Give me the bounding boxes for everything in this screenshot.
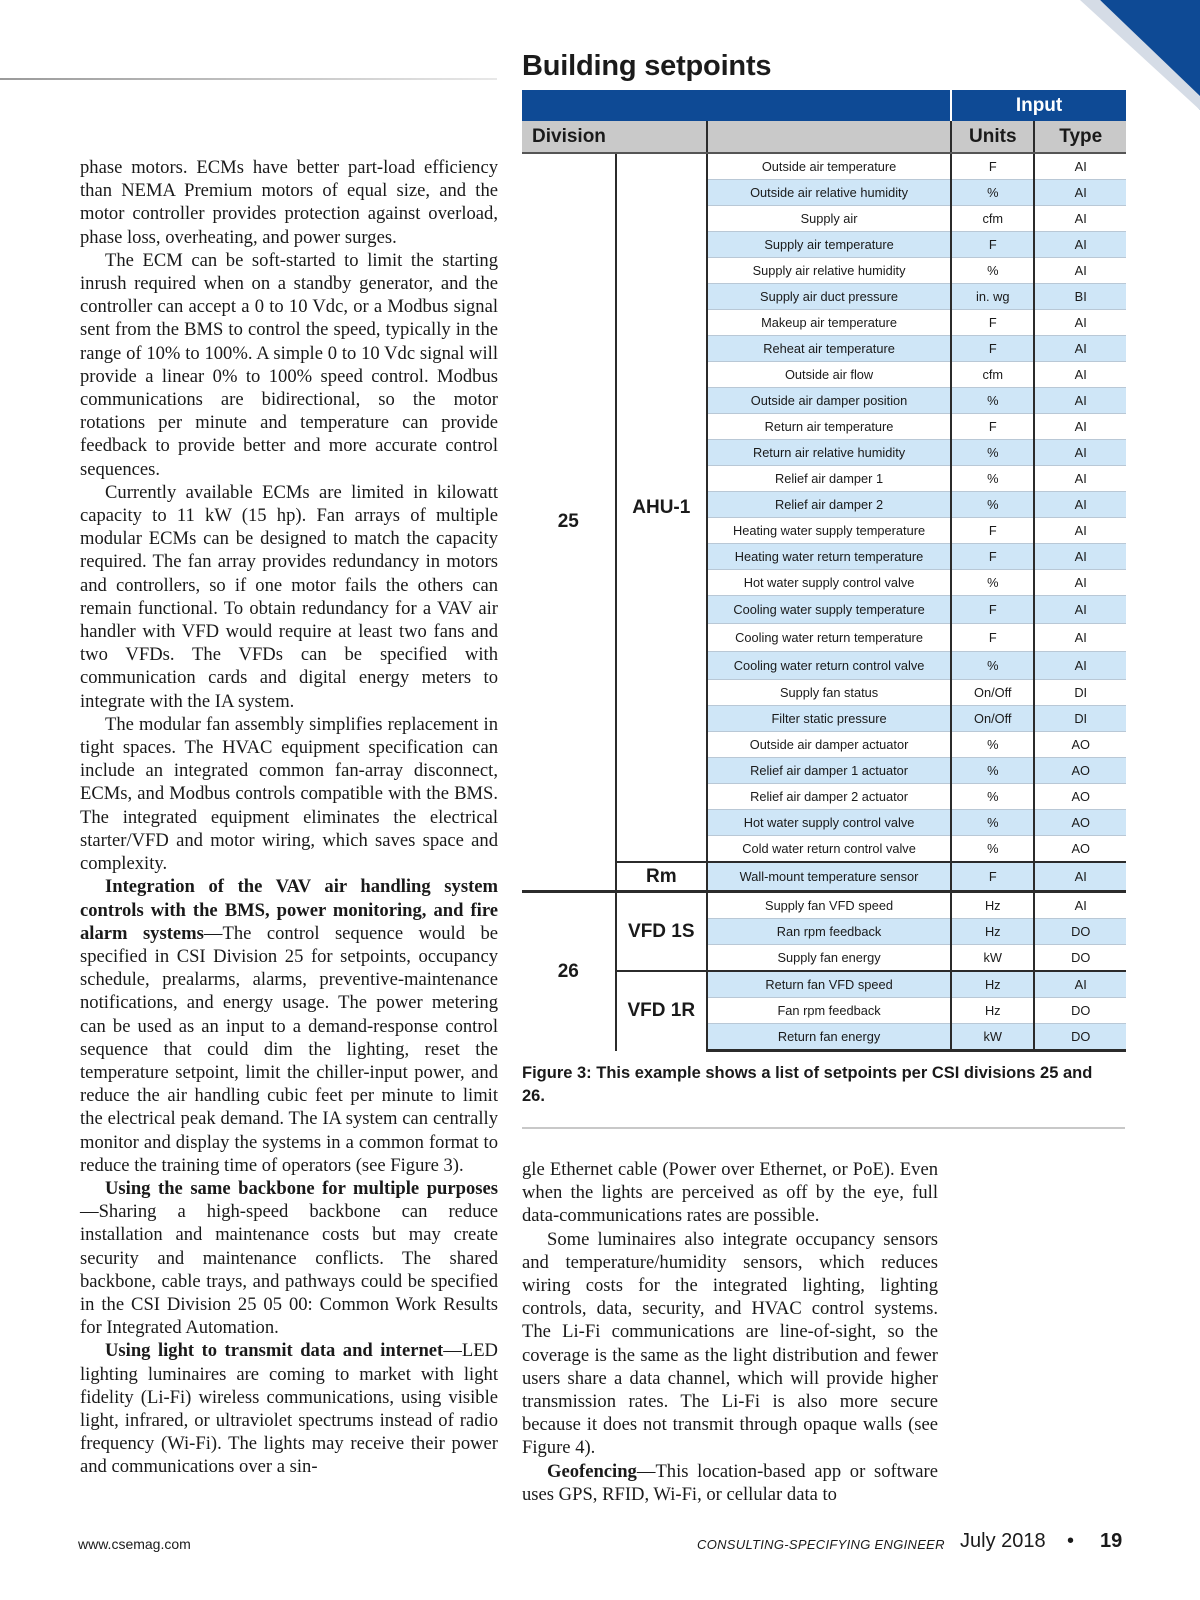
type-cell: AI xyxy=(1034,310,1126,336)
type-cell: AI xyxy=(1034,624,1126,652)
top-rule xyxy=(0,78,497,80)
point-cell: Outside air relative humidity xyxy=(707,180,951,206)
point-cell: Relief air damper 1 actuator xyxy=(707,758,951,784)
paragraph-text: —The control sequence would be specified in CSI Division 25 for setpoints, occupancy schedule, prealarms, alarms, preventive-maintenance notifications, and energy usage. The power metering can be used as an input to a demand-response control sequence that could dim the lighting, reset the temperature setpoint, limit the chiller-input power, and reduce the air handling cubic feet per minute to limit the electrical peak demand. The IA system can centrally monitor and display the systems in a common format to reduce the training time of operators (see Figure 3). xyxy=(80,922,498,1176)
units-cell: On/Off xyxy=(951,706,1034,732)
units-cell: % xyxy=(951,836,1034,863)
paragraph-text: gle Ethernet cable (Power over Ethernet, or PoE). Even when the lights are perceived as off by the eye, full data-communications rates are possible. xyxy=(522,1159,938,1227)
point-cell: Return air temperature xyxy=(707,414,951,440)
footer-bullet: • xyxy=(1067,1530,1075,1552)
footer-date: July 2018 xyxy=(960,1530,1046,1552)
units-cell: % xyxy=(951,492,1034,518)
input-header: Input xyxy=(951,90,1126,121)
point-cell: Wall-mount temperature sensor xyxy=(707,862,951,892)
point-cell: Outside air damper actuator xyxy=(707,732,951,758)
point-header xyxy=(707,121,951,153)
units-cell: Hz xyxy=(951,919,1034,945)
right-text-column xyxy=(522,1158,938,1506)
paragraph-lead: Geofencing xyxy=(547,1460,637,1482)
type-cell: AI xyxy=(1034,971,1126,998)
units-cell: kW xyxy=(951,945,1034,972)
type-cell: AI xyxy=(1034,180,1126,206)
units-cell: % xyxy=(951,652,1034,680)
group-header xyxy=(616,121,708,153)
point-cell: Supply fan VFD speed xyxy=(707,892,951,919)
body-paragraph xyxy=(80,249,498,481)
point-cell: Supply air temperature xyxy=(707,232,951,258)
body-paragraph xyxy=(522,1228,938,1460)
point-cell: Heating water return temperature xyxy=(707,544,951,570)
equipment-group-cell: Rm xyxy=(616,862,708,892)
type-cell: DO xyxy=(1034,945,1126,972)
units-cell: % xyxy=(951,440,1034,466)
figure-caption: Figure 3: This example shows a list of setpoints per CSI divisions 25 and 26. xyxy=(522,1064,1093,1105)
type-cell: DO xyxy=(1034,998,1126,1024)
type-cell: DO xyxy=(1034,1024,1126,1051)
division-header: Division xyxy=(522,121,616,153)
point-cell: Return air relative humidity xyxy=(707,440,951,466)
type-cell: AI xyxy=(1034,414,1126,440)
type-cell: AI xyxy=(1034,862,1126,892)
type-cell: AO xyxy=(1034,758,1126,784)
units-cell: F xyxy=(951,414,1034,440)
body-paragraph xyxy=(522,1460,938,1506)
division-cell: 26 xyxy=(522,892,616,1051)
type-cell: DI xyxy=(1034,680,1126,706)
paragraph-text: Some luminaires also integrate occupancy sensors and temperature/humidity sensors, which reduces wiring costs for the integrated lighting, lighting controls, data, security, and HVAC control systems. The Li-Fi communications are line-of-sight, so the coverage is the same as the light distribution and fewer users share a data channel, which will provide higher transmission rates. The Li-Fi is also more secure because it does not transmit through opaque walls (see Figure 4). xyxy=(522,1228,938,1459)
point-cell: Cooling water return temperature xyxy=(707,624,951,652)
type-cell: AI xyxy=(1034,652,1126,680)
type-cell: AI xyxy=(1034,544,1126,570)
units-cell: Hz xyxy=(951,998,1034,1024)
units-cell: % xyxy=(951,570,1034,596)
point-cell: Hot water supply control valve xyxy=(707,570,951,596)
body-paragraph xyxy=(80,1339,498,1478)
paragraph-text: —This location-based app or software uses GPS, RFID, Wi-Fi, or cellular data to xyxy=(522,1460,938,1505)
units-cell: F xyxy=(951,544,1034,570)
type-cell: AI xyxy=(1034,570,1126,596)
point-cell: Supply fan energy xyxy=(707,945,951,972)
type-cell: AI xyxy=(1034,232,1126,258)
units-cell: F xyxy=(951,596,1034,624)
point-cell: Supply fan status xyxy=(707,680,951,706)
paragraph-text: —LED lighting luminaires are coming to market with light fidelity (Li-Fi) wireless communications, using visible light, infrared, or ultraviolet spectrums instead of radio frequency (Wi-Fi). The lights may receive their power and communications over a sin- xyxy=(80,1340,498,1478)
body-paragraph xyxy=(522,1158,938,1228)
type-cell: AI xyxy=(1034,362,1126,388)
type-cell: AI xyxy=(1034,336,1126,362)
point-cell: Cooling water return control valve xyxy=(707,652,951,680)
units-cell: % xyxy=(951,784,1034,810)
point-cell: Ran rpm feedback xyxy=(707,919,951,945)
units-cell: F xyxy=(951,310,1034,336)
type-cell: AI xyxy=(1034,596,1126,624)
footer-url-link[interactable]: www.csemag.com xyxy=(78,1536,191,1552)
point-cell: Makeup air temperature xyxy=(707,310,951,336)
point-cell: Supply air relative humidity xyxy=(707,258,951,284)
type-cell: AI xyxy=(1034,440,1126,466)
footer-magazine: CONSULTING-SPECIFYING ENGINEER xyxy=(697,1537,945,1552)
header-band xyxy=(522,90,951,121)
point-cell: Relief air damper 1 xyxy=(707,466,951,492)
type-cell: AI xyxy=(1034,206,1126,232)
point-cell: Cold water return control valve xyxy=(707,836,951,863)
point-cell: Supply air xyxy=(707,206,951,232)
point-cell: Hot water supply control valve xyxy=(707,810,951,836)
units-header: Units xyxy=(951,121,1034,153)
figure-title: Building setpoints xyxy=(522,50,772,82)
units-cell: cfm xyxy=(951,362,1034,388)
units-cell: Hz xyxy=(951,971,1034,998)
units-cell: Hz xyxy=(951,892,1034,919)
units-cell: % xyxy=(951,758,1034,784)
point-cell: Reheat air temperature xyxy=(707,336,951,362)
equipment-group-cell: VFD 1S xyxy=(616,892,708,972)
units-cell: F xyxy=(951,518,1034,544)
units-cell: F xyxy=(951,336,1034,362)
body-paragraph xyxy=(80,713,498,875)
type-header: Type xyxy=(1034,121,1126,153)
point-cell: Heating water supply temperature xyxy=(707,518,951,544)
paragraph-text: The ECM can be soft-started to limit the starting inrush required when on a standby generator, and the controller can accept a 0 to 10 Vdc, or a Modbus signal sent from the BMS to control the speed, typically in the range of 10% to 100%. A simple 0 to 10 Vdc signal will provide a linear 0% to 100% speed control. Modbus communications are bidirectional, so the motor rotations per minute and temperature can provide feedback to provide better and more accurate control sequences. xyxy=(80,249,498,480)
units-cell: F xyxy=(951,153,1034,180)
units-cell: F xyxy=(951,624,1034,652)
body-paragraph xyxy=(80,1177,498,1339)
equipment-group-cell: AHU-1 xyxy=(616,153,708,862)
point-cell: Supply air duct pressure xyxy=(707,284,951,310)
point-cell: Outside air temperature xyxy=(707,153,951,180)
point-cell: Filter static pressure xyxy=(707,706,951,732)
paragraph-text: —Sharing a high-speed backbone can reduce installation and maintenance costs but may create security and maintenance conflicts. The shared backbone, cable trays, and pathways could be specified in the CSI Division 25 05 00: Common Work Results for Integrated Automation. xyxy=(80,1201,498,1339)
units-cell: % xyxy=(951,180,1034,206)
table-row xyxy=(522,892,1126,919)
paragraph-text: The modular fan assembly simplifies replacement in tight spaces. The HVAC equipment specification can include an integrated common fan-array disconnect, ECMs, and Modbus controls compatible with the BMS. The integrated equipment eliminates the electrical starter/VFD and motor wiring, which saves space and complexity. xyxy=(80,713,498,875)
units-cell: On/Off xyxy=(951,680,1034,706)
body-paragraph xyxy=(80,875,498,1177)
units-cell: cfm xyxy=(951,206,1034,232)
type-cell: AO xyxy=(1034,810,1126,836)
caption-rule xyxy=(522,1127,1125,1129)
units-cell: in. wg xyxy=(951,284,1034,310)
type-cell: AI xyxy=(1034,492,1126,518)
type-cell: AI xyxy=(1034,892,1126,919)
paragraph-lead: Integration of the VAV air handling system controls with the BMS, power monitoring, and fire alarm systems xyxy=(80,876,498,944)
type-cell: BI xyxy=(1034,284,1126,310)
units-cell: F xyxy=(951,232,1034,258)
point-cell: Fan rpm feedback xyxy=(707,998,951,1024)
point-cell: Outside air flow xyxy=(707,362,951,388)
point-cell: Return fan energy xyxy=(707,1024,951,1051)
point-cell: Relief air damper 2 actuator xyxy=(707,784,951,810)
paragraph-text: phase motors. ECMs have better part-load efficiency than NEMA Premium motors of equal size, and the motor controller provides protection against overload, phase loss, overheating, and power surges. xyxy=(80,157,498,248)
setpoints-table xyxy=(522,90,1126,1052)
left-text-column xyxy=(80,156,498,1479)
type-cell: AO xyxy=(1034,732,1126,758)
type-cell: AI xyxy=(1034,258,1126,284)
type-cell: AO xyxy=(1034,836,1126,863)
equipment-group-cell: VFD 1R xyxy=(616,971,708,1051)
paragraph-lead: Using the same backbone for multiple purposes xyxy=(105,1177,498,1199)
units-cell: % xyxy=(951,810,1034,836)
units-cell: % xyxy=(951,732,1034,758)
type-cell: AI xyxy=(1034,388,1126,414)
paragraph-text: Currently available ECMs are limited in kilowatt capacity to 11 kW (15 hp). Fan arrays of multiple modular ECMs can be designed to match the capacity required. The fan array provides redundancy in motors and controllers, so if one motor fails the others can remain functional. To obtain redundancy for a VAV air handler with VFD would require at least two fans and two VFDs. The VFDs can be specified with communication cards and digital energy meters to integrate with the IA system. xyxy=(80,481,498,712)
body-paragraph xyxy=(80,481,498,713)
division-cell: 25 xyxy=(522,153,616,892)
paragraph-lead: Using light to transmit data and internet xyxy=(105,1340,444,1362)
type-cell: DI xyxy=(1034,706,1126,732)
page-number: 19 xyxy=(1100,1530,1123,1552)
point-cell: Return fan VFD speed xyxy=(707,971,951,998)
units-cell: F xyxy=(951,862,1034,892)
point-cell: Outside air damper position xyxy=(707,388,951,414)
input-header-row xyxy=(522,90,1126,121)
point-cell: Cooling water supply temperature xyxy=(707,596,951,624)
type-cell: AI xyxy=(1034,153,1126,180)
type-cell: AI xyxy=(1034,466,1126,492)
units-cell: % xyxy=(951,388,1034,414)
point-cell: Relief air damper 2 xyxy=(707,492,951,518)
body-paragraph xyxy=(80,156,498,249)
type-cell: AO xyxy=(1034,784,1126,810)
units-cell: % xyxy=(951,258,1034,284)
type-cell: AI xyxy=(1034,518,1126,544)
table-row xyxy=(522,153,1126,180)
column-header-row xyxy=(522,121,1126,153)
units-cell: % xyxy=(951,466,1034,492)
units-cell: kW xyxy=(951,1024,1034,1051)
type-cell: DO xyxy=(1034,919,1126,945)
